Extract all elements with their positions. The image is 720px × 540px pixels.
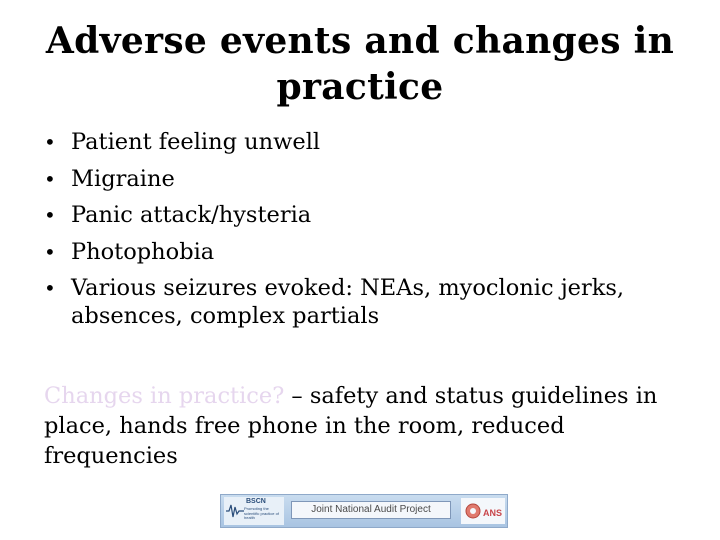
bullet-icon: • xyxy=(44,130,56,154)
bscn-logo-text: BSCN xyxy=(246,498,266,505)
bullet-icon: • xyxy=(44,276,56,300)
bullet-icon: • xyxy=(44,166,56,191)
list-item: • Various seizures evoked: NEAs, myoclonic jerks, absences, complex partials xyxy=(44,275,625,329)
list-item: • Migraine xyxy=(44,165,175,192)
list-item: • Panic attack/hysteria xyxy=(44,202,312,228)
bscn-logo-subtext: Promoting the scientific practice of health xyxy=(244,506,279,520)
eeg-wave-icon xyxy=(226,501,244,521)
bullet-icon: • xyxy=(44,203,56,227)
adverse-events-list xyxy=(44,128,684,339)
bullet-icon: • xyxy=(44,239,56,264)
ans-emblem-icon xyxy=(465,503,481,519)
footer-banner xyxy=(220,494,508,528)
slide-title: Adverse events and changes in practice xyxy=(45,20,675,108)
changes-in-practice-paragraph xyxy=(44,381,684,471)
ans-logo-text: ANS xyxy=(483,508,503,518)
changes-heading: Changes in practice? xyxy=(44,383,285,409)
bscn-logo xyxy=(224,497,284,525)
audit-project-label: Joint National Audit Project xyxy=(291,501,451,519)
changes-text: – safety and status guidelines in place, hands free phone in the room, reduced frequencies xyxy=(44,383,658,469)
ans-logo xyxy=(461,498,505,524)
list-item: • Photophobia xyxy=(44,238,215,265)
list-item: • Patient feeling unwell xyxy=(44,129,321,155)
